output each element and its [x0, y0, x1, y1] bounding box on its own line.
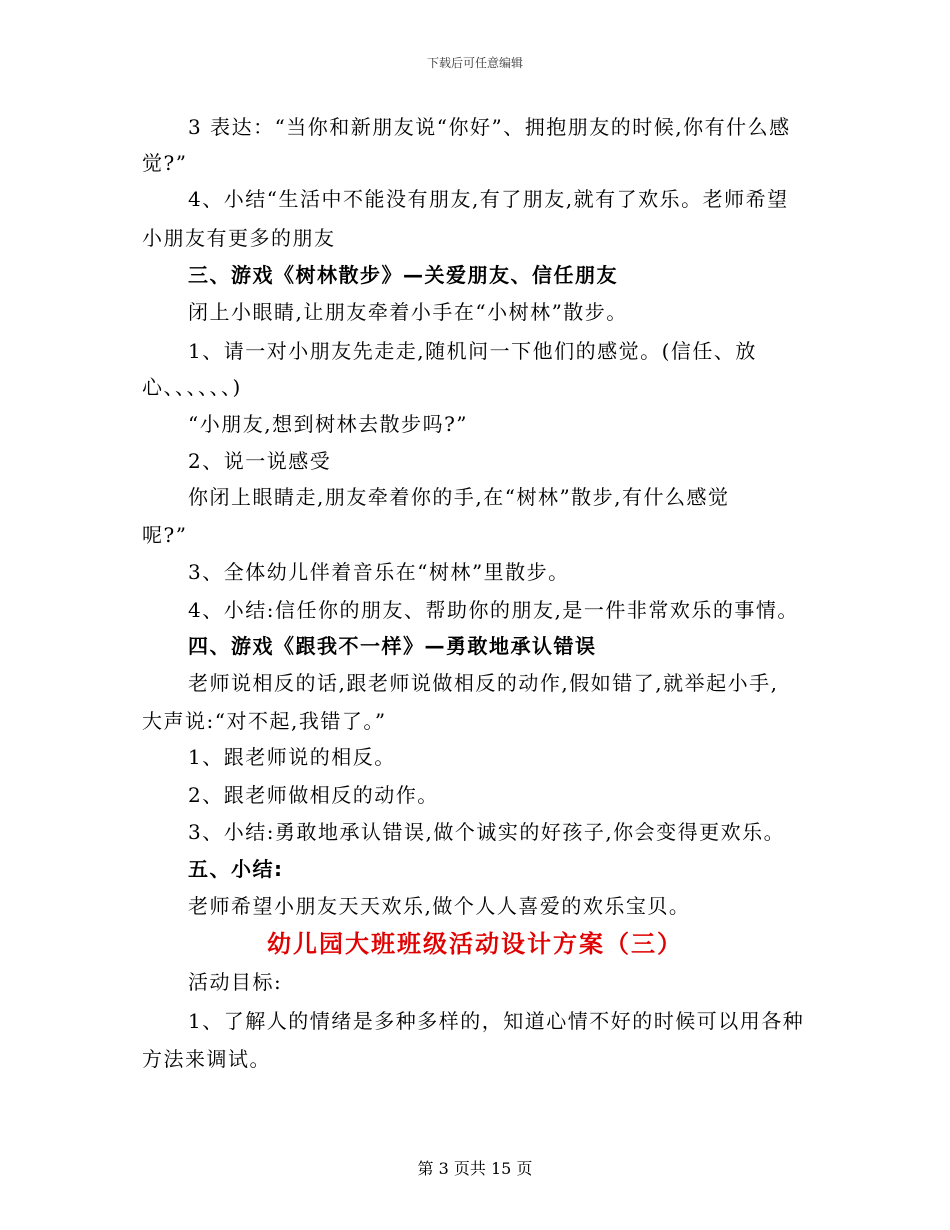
- text-line: 老师希望小朋友天天欢乐,做个人人喜爱的欢乐宝贝。: [188, 894, 691, 918]
- text-line: 1、了解人的情绪是多种多样的，知道心情不好的时候可以用各种: [188, 1009, 805, 1033]
- text-line: 3、全体幼儿伴着音乐在“树林”里散步。: [188, 560, 570, 584]
- section-heading: 四、游戏《跟我不一样》—勇敢地承认错误: [188, 634, 597, 658]
- section-heading: 三、游戏《树林散步》—关爱朋友、信任朋友: [188, 263, 618, 287]
- text-line: 你闭上眼睛走,朋友牵着你的手,在“树林”散步,有什么感觉: [188, 485, 730, 509]
- text-line: 方法来调试。: [142, 1047, 271, 1071]
- page-header: 下载后可任意编辑: [426, 56, 523, 70]
- text-line: 闭上小眼睛,让朋友牵着小手在“小树林”散步。: [188, 300, 628, 324]
- text-line: 2、跟老师做相反的动作。: [188, 783, 439, 807]
- text-line: 大声说:“对不起,我错了。”: [142, 709, 387, 733]
- text-line: 觉?”: [142, 151, 188, 175]
- text-line: 活动目标:: [188, 970, 283, 994]
- text-line: “小朋友,想到树林去散步吗?”: [188, 412, 469, 436]
- text-line: 4、小结“生活中不能没有朋友,有了朋友,就有了欢乐。老师希望: [188, 187, 789, 211]
- text-line: 1、跟老师说的相反。: [188, 745, 396, 769]
- text-line: 心、、、、、、): [142, 375, 242, 399]
- text-line: 1、请一对小朋友先走走,随机问一下他们的感觉。(信任、放: [188, 339, 757, 363]
- section-heading: 五、小结:: [188, 857, 284, 881]
- text-line: 小朋友有更多的朋友: [142, 226, 336, 250]
- text-line: 老师说相反的话,跟老师说做相反的动作,假如错了,就举起小手,: [188, 671, 779, 695]
- text-line: 2、说一说感受: [188, 449, 332, 473]
- text-line: 3 表达：“当你和新朋友说“你好”、拥抱朋友的时候,你有什么感: [188, 115, 791, 139]
- section-title: 幼儿园大班班级活动设计方案（三）: [267, 930, 683, 958]
- text-line: 3、小结:勇敢地承认错误,做个诚实的好孩子,你会变得更欢乐。: [188, 820, 786, 844]
- page-footer: 第 3 页共 15 页: [417, 1159, 533, 1178]
- text-line: 呢?”: [142, 523, 188, 547]
- text-line: 4、小结:信任你的朋友、帮助你的朋友,是一件非常欢乐的事情。: [188, 598, 799, 622]
